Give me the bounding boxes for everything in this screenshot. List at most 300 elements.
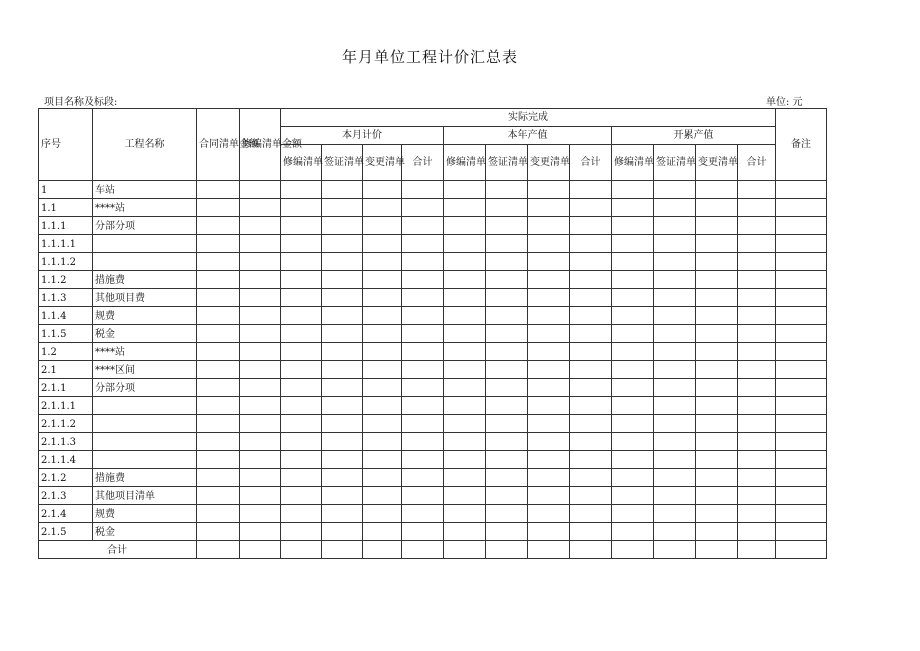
table-cell xyxy=(240,541,281,559)
header-month-visa: 签证清单 xyxy=(322,145,363,181)
table-cell xyxy=(528,469,570,487)
header-seq: 序号 xyxy=(39,109,93,181)
table-cell xyxy=(444,253,486,271)
table-row xyxy=(39,469,827,487)
table-cell xyxy=(402,469,444,487)
table-cell xyxy=(738,433,776,451)
table-cell xyxy=(654,397,696,415)
table-cell xyxy=(696,523,738,541)
table-cell xyxy=(197,181,240,199)
table-cell xyxy=(402,289,444,307)
row-name xyxy=(93,235,197,253)
table-cell xyxy=(486,343,528,361)
table-cell xyxy=(654,487,696,505)
table-cell xyxy=(696,379,738,397)
row-seq: 2.1.1 xyxy=(39,379,93,397)
table-cell xyxy=(528,541,570,559)
table-cell xyxy=(322,199,363,217)
header-cum-total: 合计 xyxy=(738,145,776,181)
table-cell xyxy=(570,271,612,289)
row-name: 税金 xyxy=(93,523,197,541)
table-cell xyxy=(738,289,776,307)
table-cell xyxy=(197,523,240,541)
row-seq: 2.1.2 xyxy=(39,469,93,487)
table-cell xyxy=(402,271,444,289)
table-cell xyxy=(444,235,486,253)
table-row xyxy=(39,199,827,217)
table-cell xyxy=(570,217,612,235)
table-cell xyxy=(197,307,240,325)
table-cell xyxy=(612,325,654,343)
table-cell xyxy=(402,235,444,253)
table-cell xyxy=(776,343,827,361)
table-cell xyxy=(528,487,570,505)
table-cell xyxy=(197,379,240,397)
table-cell xyxy=(528,217,570,235)
table-cell xyxy=(696,253,738,271)
row-seq: 1.1.1.2 xyxy=(39,253,93,271)
header-year-total: 合计 xyxy=(570,145,612,181)
project-label: 项目名称及标段: xyxy=(44,97,118,108)
table-cell xyxy=(322,469,363,487)
table-cell xyxy=(444,325,486,343)
table-cell xyxy=(570,451,612,469)
table-cell xyxy=(696,217,738,235)
table-cell xyxy=(240,217,281,235)
table-cell xyxy=(197,541,240,559)
table-row xyxy=(39,523,827,541)
row-seq: 1.1.2 xyxy=(39,271,93,289)
header-actual-completion: 实际完成 xyxy=(281,109,776,127)
header-cumulative-output: 开累产值 xyxy=(612,127,776,145)
table-cell xyxy=(654,469,696,487)
table-cell xyxy=(444,379,486,397)
table-cell xyxy=(363,307,402,325)
table-cell xyxy=(612,415,654,433)
table-cell xyxy=(197,235,240,253)
table-cell xyxy=(240,397,281,415)
table-cell xyxy=(322,271,363,289)
table-cell xyxy=(240,253,281,271)
table-cell xyxy=(696,487,738,505)
table-row xyxy=(39,343,827,361)
header-month-revise: 修编清单 xyxy=(281,145,322,181)
table-cell xyxy=(776,289,827,307)
row-name xyxy=(93,415,197,433)
table-cell xyxy=(197,253,240,271)
table-cell xyxy=(402,505,444,523)
row-seq: 2.1 xyxy=(39,361,93,379)
table-cell xyxy=(197,217,240,235)
table-cell xyxy=(281,541,322,559)
table-cell xyxy=(363,235,402,253)
table-cell xyxy=(444,217,486,235)
table-cell xyxy=(738,307,776,325)
table-cell xyxy=(486,271,528,289)
table-cell xyxy=(776,505,827,523)
table-cell xyxy=(570,541,612,559)
table-row xyxy=(39,253,827,271)
table-cell xyxy=(570,469,612,487)
table-cell xyxy=(444,307,486,325)
table-row xyxy=(39,361,827,379)
table-cell xyxy=(281,469,322,487)
row-name: ****区间 xyxy=(93,361,197,379)
row-name xyxy=(93,433,197,451)
table-cell xyxy=(402,397,444,415)
table-row xyxy=(39,505,827,523)
table-cell xyxy=(363,397,402,415)
row-seq: 2.1.1.2 xyxy=(39,415,93,433)
table-cell xyxy=(696,397,738,415)
table-cell xyxy=(696,415,738,433)
table-cell xyxy=(776,451,827,469)
table-cell xyxy=(444,289,486,307)
table-cell xyxy=(776,271,827,289)
table-cell xyxy=(444,361,486,379)
table-cell xyxy=(363,217,402,235)
table-cell xyxy=(528,505,570,523)
table-cell xyxy=(281,433,322,451)
row-seq: 1 xyxy=(39,181,93,199)
table-cell xyxy=(528,379,570,397)
total-label: 合计 xyxy=(39,541,197,559)
table-cell xyxy=(402,451,444,469)
table-cell xyxy=(654,199,696,217)
table-cell xyxy=(486,307,528,325)
table-cell xyxy=(322,541,363,559)
table-cell xyxy=(197,325,240,343)
row-seq: 2.1.1.3 xyxy=(39,433,93,451)
row-seq: 1.1 xyxy=(39,199,93,217)
table-cell xyxy=(444,181,486,199)
table-cell xyxy=(322,523,363,541)
table-cell xyxy=(322,325,363,343)
row-name: 规费 xyxy=(93,307,197,325)
table-cell xyxy=(281,505,322,523)
table-cell xyxy=(776,325,827,343)
table-cell xyxy=(696,361,738,379)
table-cell xyxy=(528,271,570,289)
table-cell xyxy=(612,289,654,307)
row-name: 措施费 xyxy=(93,271,197,289)
table-cell xyxy=(363,343,402,361)
table-cell xyxy=(612,541,654,559)
row-seq: 2.1.1.1 xyxy=(39,397,93,415)
table-cell xyxy=(281,235,322,253)
table-cell xyxy=(612,271,654,289)
table-cell xyxy=(654,217,696,235)
table-row xyxy=(39,415,827,433)
table-cell xyxy=(322,235,363,253)
table-cell xyxy=(444,523,486,541)
table-cell xyxy=(322,289,363,307)
table-cell xyxy=(612,217,654,235)
table-cell xyxy=(696,235,738,253)
page-title: 年月单位工程计价汇总表 xyxy=(341,48,518,66)
table-cell xyxy=(486,541,528,559)
table-cell xyxy=(402,361,444,379)
table-cell xyxy=(486,253,528,271)
table-cell xyxy=(570,253,612,271)
row-seq: 1.1.1.1 xyxy=(39,235,93,253)
table-cell xyxy=(402,199,444,217)
table-cell xyxy=(776,181,827,199)
table-cell xyxy=(696,289,738,307)
table-cell xyxy=(570,289,612,307)
table-cell xyxy=(486,523,528,541)
table-cell xyxy=(654,271,696,289)
table-row xyxy=(39,181,827,199)
table-cell xyxy=(776,541,827,559)
header-year-revise: 修编清单 xyxy=(444,145,486,181)
table-cell xyxy=(444,505,486,523)
table-cell xyxy=(281,379,322,397)
table-cell xyxy=(528,361,570,379)
table-cell xyxy=(738,415,776,433)
table-cell xyxy=(776,235,827,253)
table-cell xyxy=(197,415,240,433)
row-seq: 2.1.1.4 xyxy=(39,451,93,469)
table-row xyxy=(39,271,827,289)
header-name: 工程名称 xyxy=(93,109,197,181)
table-cell xyxy=(570,343,612,361)
table-cell xyxy=(402,523,444,541)
row-name: 分部分项 xyxy=(93,217,197,235)
table-cell xyxy=(654,307,696,325)
table-cell xyxy=(444,415,486,433)
row-seq: 2.1.5 xyxy=(39,523,93,541)
table-cell xyxy=(322,217,363,235)
table-cell xyxy=(528,523,570,541)
table-cell xyxy=(570,379,612,397)
table-cell xyxy=(240,433,281,451)
table-cell xyxy=(654,289,696,307)
table-cell xyxy=(654,523,696,541)
table-cell xyxy=(197,199,240,217)
row-seq: 1.1.5 xyxy=(39,325,93,343)
table-cell xyxy=(402,541,444,559)
row-seq: 1.2 xyxy=(39,343,93,361)
table-cell xyxy=(776,217,827,235)
table-cell xyxy=(363,469,402,487)
table-cell xyxy=(402,307,444,325)
table-cell xyxy=(776,397,827,415)
table-cell xyxy=(528,415,570,433)
table-cell xyxy=(322,253,363,271)
summary-table xyxy=(38,108,827,559)
table-cell xyxy=(363,433,402,451)
table-row xyxy=(39,325,827,343)
table-cell xyxy=(402,343,444,361)
table-cell xyxy=(612,397,654,415)
row-name: ****站 xyxy=(93,199,197,217)
table-cell xyxy=(528,289,570,307)
table-cell xyxy=(363,451,402,469)
table-cell xyxy=(281,307,322,325)
table-cell xyxy=(197,271,240,289)
table-cell xyxy=(738,199,776,217)
table-cell xyxy=(738,397,776,415)
table-cell xyxy=(197,469,240,487)
table-cell xyxy=(444,469,486,487)
table-cell xyxy=(738,541,776,559)
table-cell xyxy=(444,271,486,289)
table-cell xyxy=(696,271,738,289)
table-cell xyxy=(776,415,827,433)
total-row xyxy=(39,541,827,559)
table-row xyxy=(39,307,827,325)
table-cell xyxy=(402,415,444,433)
table-row xyxy=(39,451,827,469)
table-cell xyxy=(612,199,654,217)
table-cell xyxy=(486,361,528,379)
table-cell xyxy=(528,199,570,217)
table-cell xyxy=(197,397,240,415)
table-cell xyxy=(738,523,776,541)
table-cell xyxy=(486,469,528,487)
table-row xyxy=(39,487,827,505)
table-cell xyxy=(486,415,528,433)
table-cell xyxy=(402,217,444,235)
table-cell xyxy=(322,361,363,379)
table-cell xyxy=(197,343,240,361)
table-cell xyxy=(570,235,612,253)
table-cell xyxy=(240,361,281,379)
table-cell xyxy=(240,289,281,307)
table-cell xyxy=(444,487,486,505)
table-cell xyxy=(776,199,827,217)
table-cell xyxy=(486,235,528,253)
table-cell xyxy=(776,433,827,451)
table-cell xyxy=(612,235,654,253)
table-cell xyxy=(528,433,570,451)
table-cell xyxy=(570,307,612,325)
table-cell xyxy=(322,379,363,397)
table-cell xyxy=(281,487,322,505)
table-row xyxy=(39,433,827,451)
table-cell xyxy=(281,451,322,469)
row-name xyxy=(93,397,197,415)
table-cell xyxy=(322,307,363,325)
table-cell xyxy=(197,289,240,307)
table-cell xyxy=(240,469,281,487)
table-cell xyxy=(240,343,281,361)
table-row xyxy=(39,289,827,307)
table-cell xyxy=(696,199,738,217)
table-cell xyxy=(444,433,486,451)
table-cell xyxy=(570,433,612,451)
row-name xyxy=(93,253,197,271)
table-cell xyxy=(363,379,402,397)
header-cum-change: 变更清单 xyxy=(696,145,738,181)
table-cell xyxy=(654,181,696,199)
table-cell xyxy=(281,289,322,307)
table-cell xyxy=(570,361,612,379)
table-cell xyxy=(738,271,776,289)
table-cell xyxy=(240,487,281,505)
table-cell xyxy=(240,325,281,343)
table-cell xyxy=(363,541,402,559)
table-cell xyxy=(570,505,612,523)
table-cell xyxy=(612,253,654,271)
table-cell xyxy=(197,505,240,523)
table-cell xyxy=(738,505,776,523)
table-cell xyxy=(322,433,363,451)
table-cell xyxy=(570,199,612,217)
table-cell xyxy=(444,541,486,559)
table-cell xyxy=(612,451,654,469)
table-cell xyxy=(654,433,696,451)
table-cell xyxy=(738,487,776,505)
table-cell xyxy=(738,379,776,397)
header-year-output: 本年产值 xyxy=(444,127,612,145)
row-name: 其他项目费 xyxy=(93,289,197,307)
table-cell xyxy=(528,397,570,415)
table-cell xyxy=(281,523,322,541)
table-cell xyxy=(240,415,281,433)
table-cell xyxy=(654,505,696,523)
table-cell xyxy=(528,325,570,343)
table-cell xyxy=(240,379,281,397)
table-row xyxy=(39,217,827,235)
table-cell xyxy=(444,343,486,361)
header-cum-visa: 签证清单 xyxy=(654,145,696,181)
table-cell xyxy=(654,253,696,271)
table-cell xyxy=(281,217,322,235)
table-cell xyxy=(776,523,827,541)
table-cell xyxy=(696,541,738,559)
table-cell xyxy=(281,199,322,217)
table-cell xyxy=(363,253,402,271)
table-cell xyxy=(776,253,827,271)
table-cell xyxy=(738,217,776,235)
table-cell xyxy=(696,451,738,469)
table-cell xyxy=(363,415,402,433)
table-row xyxy=(39,235,827,253)
header-month-total: 合计 xyxy=(402,145,444,181)
table-cell xyxy=(654,343,696,361)
table-cell xyxy=(612,343,654,361)
table-cell xyxy=(612,523,654,541)
table-cell xyxy=(363,523,402,541)
table-cell xyxy=(696,469,738,487)
header-revised-amount: 修编清单金额 xyxy=(240,109,281,181)
table-cell xyxy=(281,343,322,361)
table-cell xyxy=(402,487,444,505)
table-cell xyxy=(240,451,281,469)
table-cell xyxy=(363,505,402,523)
table-cell xyxy=(240,235,281,253)
table-cell xyxy=(281,397,322,415)
header-year-change: 变更清单 xyxy=(528,145,570,181)
table-cell xyxy=(281,253,322,271)
table-cell xyxy=(363,361,402,379)
table-cell xyxy=(738,343,776,361)
row-name xyxy=(93,451,197,469)
table-cell xyxy=(402,253,444,271)
table-cell xyxy=(696,325,738,343)
table-cell xyxy=(240,181,281,199)
row-name: ****站 xyxy=(93,343,197,361)
table-cell xyxy=(776,469,827,487)
table-cell xyxy=(322,397,363,415)
table-cell xyxy=(363,487,402,505)
table-cell xyxy=(776,487,827,505)
table-cell xyxy=(528,343,570,361)
table-cell xyxy=(776,361,827,379)
table-cell xyxy=(570,397,612,415)
